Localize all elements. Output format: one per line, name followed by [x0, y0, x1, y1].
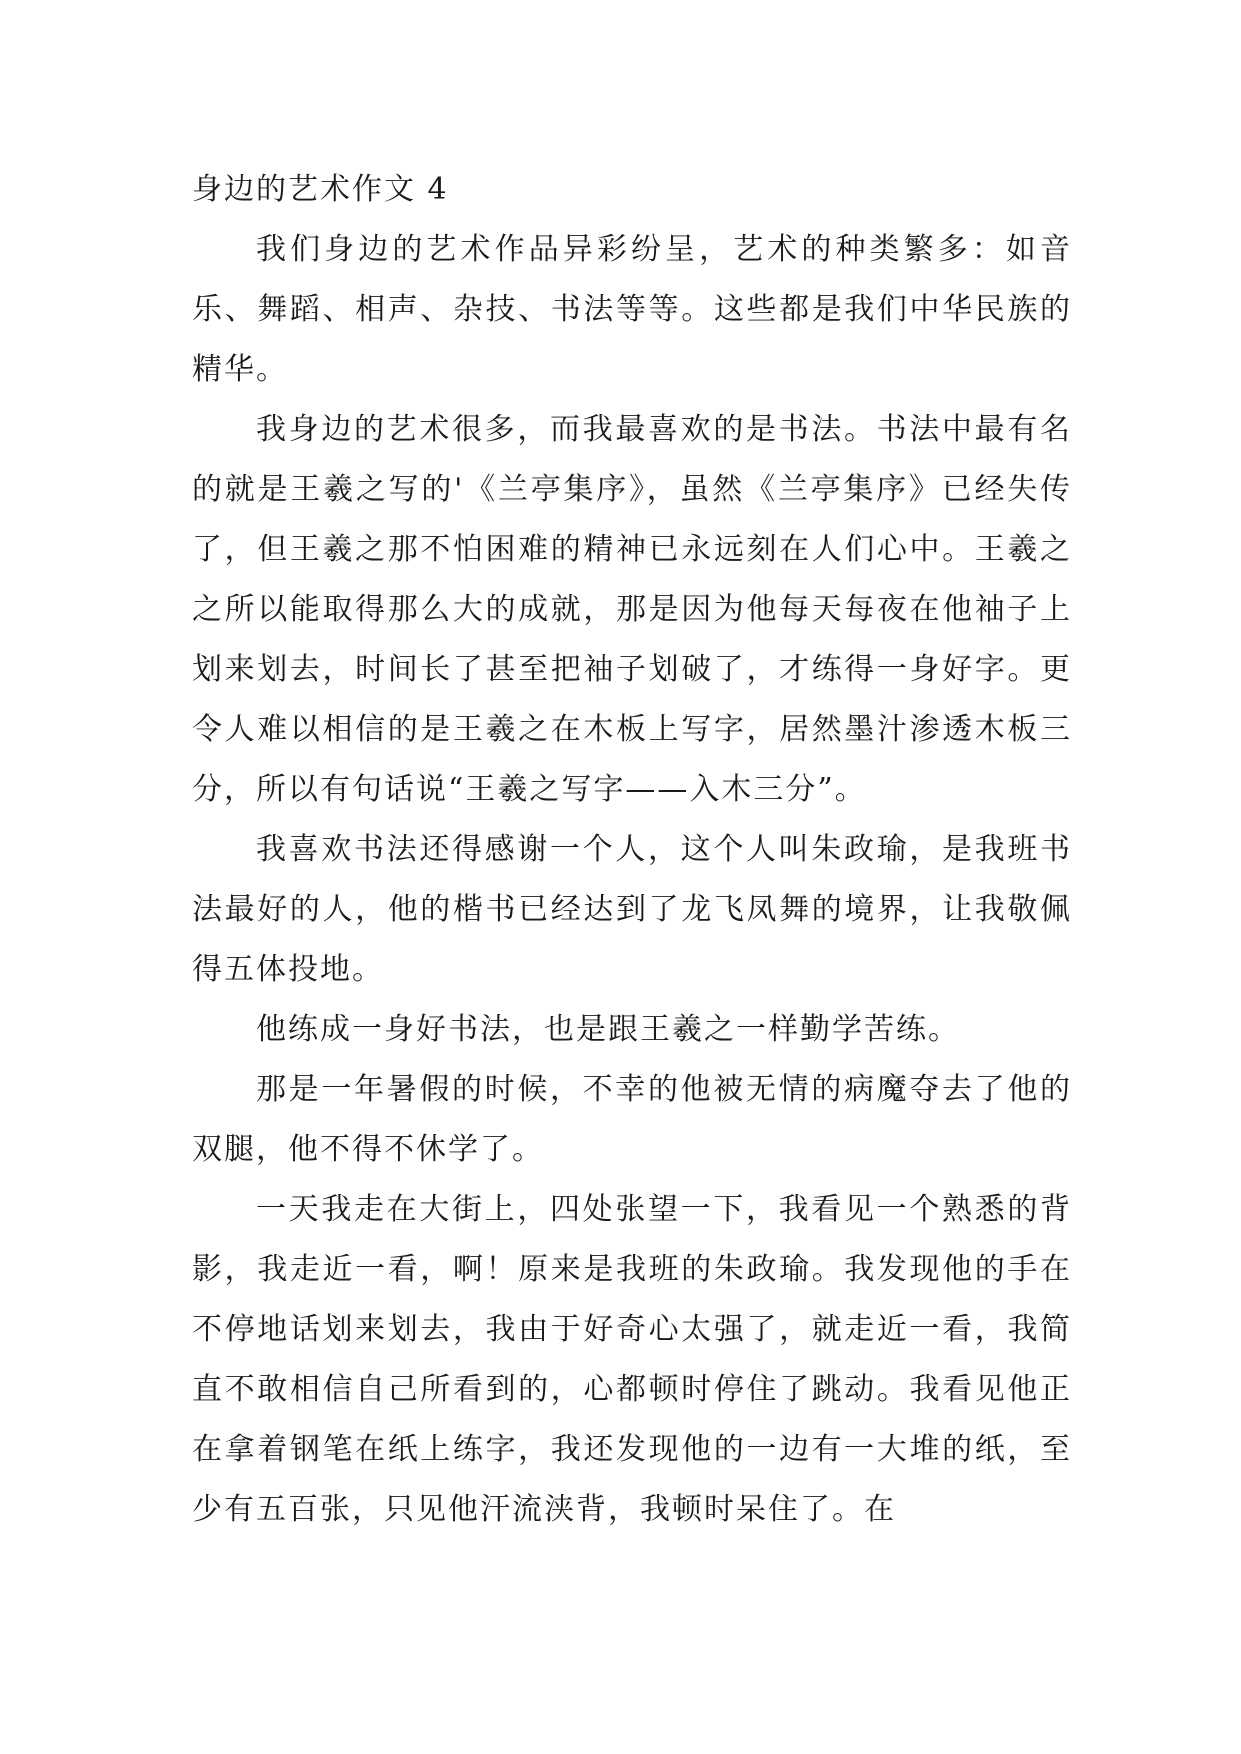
paragraph-3: 我喜欢书法还得感谢一个人，这个人叫朱政瑜，是我班书法最好的人，他的楷书已经达到了龙飞凤舞的境界，让我敬佩得五体投地。: [192, 832, 1072, 987]
document-body: [192, 160, 1072, 1540]
paragraph-2: 我身边的艺术很多，而我最喜欢的是书法。书法中最有名的就是王羲之写的'《兰亭集序》，虽然《兰亭集序》已经失传了，但王羲之那不怕困难的精神已永远刻在人们心中。王羲之之所以能取得那么大的成就，那是因为他每天每夜在他袖子上划来划去，时间长了甚至把袖子划破了，才练得一身好字。更令人难以相信的是王羲之在木板上写字，居然墨汁渗透木板三分，所以有句话说“王羲之写字——入木三分”。: [192, 412, 1072, 807]
paragraph-1: 我们身边的艺术作品异彩纷呈，艺术的种类繁多：如音乐、舞蹈、相声、杂技、书法等等。这些都是我们中华民族的精华。: [192, 232, 1072, 387]
document-title: 身边的艺术作文 4: [192, 172, 449, 207]
paragraph-5: 那是一年暑假的时候，不幸的他被无情的病魔夺去了他的双腿，他不得不休学了。: [192, 1072, 1072, 1167]
paragraph-4: 他练成一身好书法，也是跟王羲之一样勤学苦练。: [256, 1012, 960, 1047]
paragraph-6: 一天我走在大街上，四处张望一下，我看见一个熟悉的背影，我走近一看，啊！原来是我班的朱政瑜。我发现他的手在不停地话划来划去，我由于好奇心太强了，就走近一看，我简直不敢相信自己所看到的，心都顿时停住了跳动。我看见他正在拿着钢笔在纸上练字，我还发现他的一边有一大堆的纸，至少有五百张，只见他汗流浃背，我顿时呆住了。在: [192, 1192, 1072, 1527]
